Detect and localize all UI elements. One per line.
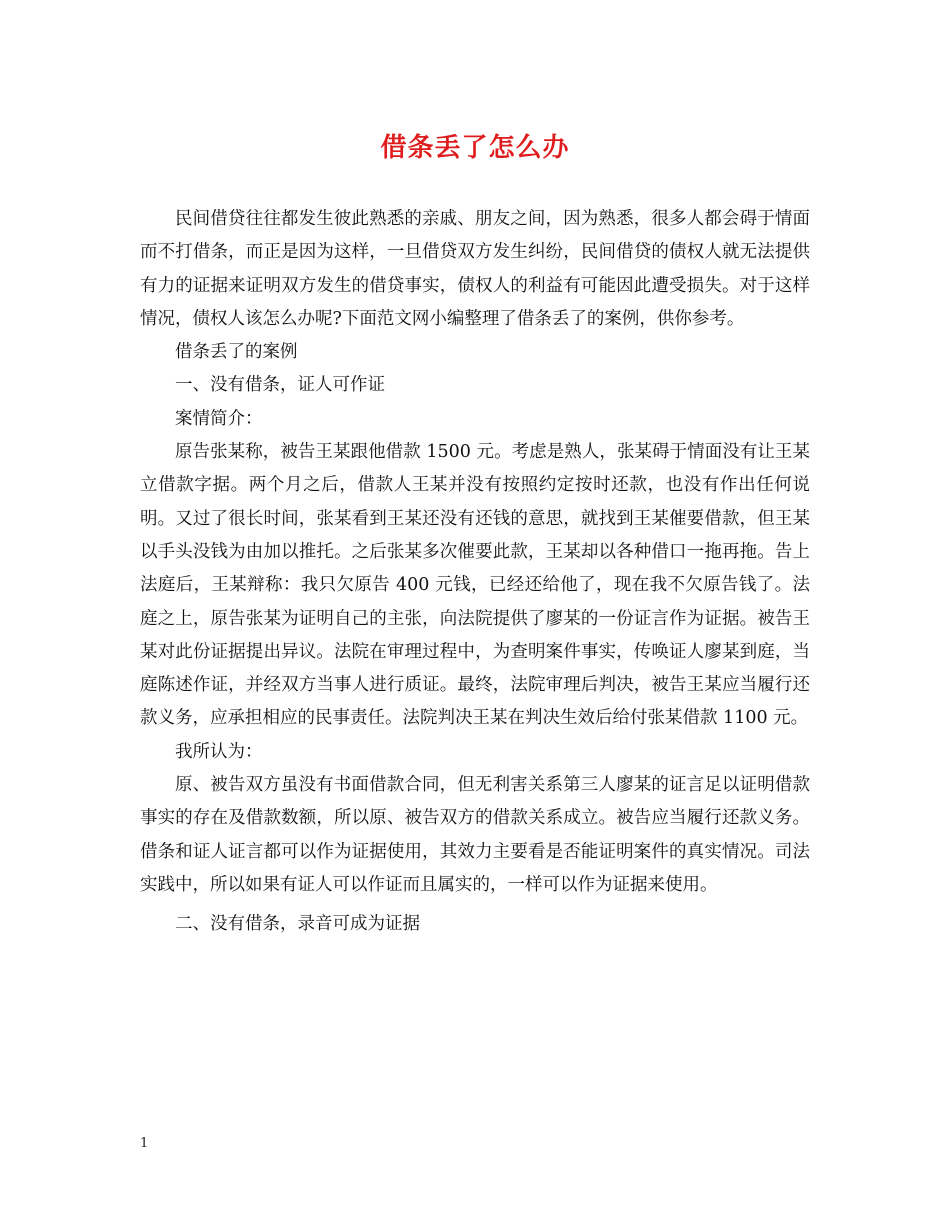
page-number: 1 (140, 1136, 149, 1151)
document-body (140, 203, 810, 942)
paragraph-analysis: 原、被告双方虽没有书面借款合同，但无利害关系第三人廖某的证言足以证明借款事实的存在及借款数额，所以原、被告双方的借款关系成立。被告应当履行还款义务。借条和证人证言都可以作为证据使用，其效力主要看是否能证明案件的真实情况。司法实践中，所以如果有证人可以作证而且属实的，一样可以作为证据来使用。 (140, 775, 810, 895)
section-heading-witness: 一、没有借条，证人可作证 (175, 375, 385, 396)
section-heading-cases: 借条丢了的案例 (175, 342, 298, 363)
subheading-case-summary: 案情简介： (175, 408, 263, 429)
section-heading-recording: 二、没有借条，录音可成为证据 (175, 914, 420, 935)
paragraph-case-details: 原告张某称，被告王某跟他借款 1500 元。考虑是熟人，张某碍于情面没有让王某立借款字据。两个月之后，借款人王某并没有按照约定按时还款，也没有作出任何说明。又过了很长时间，张某看到王某还没有还钱的意思，就找到王某催要借款，但王某以手头没钱为由加以推托。之后张某多次催要此款，王某却以各种借口一拖再拖。告上法庭后，王某辩称：我只欠原告 400 元钱，已经还给他了，现在我不欠原告钱了。法庭之上，原告张某为证明自己的主张，向法院提供了廖某的一份证言作为证据。被告王某对此份证据提出异议。法院在审理过程中，为查明案件事实，传唤证人廖某到庭，当庭陈述作证，并经双方当事人进行质证。最终，法院审理后判决，被告王某应当履行还款义务，应承担相应的民事责任。法院判决王某在判决生效后给付张某借款 1100 元。 (140, 442, 810, 729)
paragraph-intro: 民间借贷往往都发生彼此熟悉的亲戚、朋友之间，因为熟悉，很多人都会碍于情面而不打借条，而正是因为这样，一旦借贷双方发生纠纷，民间借贷的债权人就无法提供有力的证据来证明双方发生的借贷事实，债权人的利益有可能因此遭受损失。对于这样情况，债权人该怎么办呢?下面范文网小编整理了借条丢了的案例，供你参考。 (140, 209, 810, 329)
document-title: 借条丢了怎么办 (380, 133, 570, 163)
subheading-our-view: 我所认为： (175, 741, 263, 762)
